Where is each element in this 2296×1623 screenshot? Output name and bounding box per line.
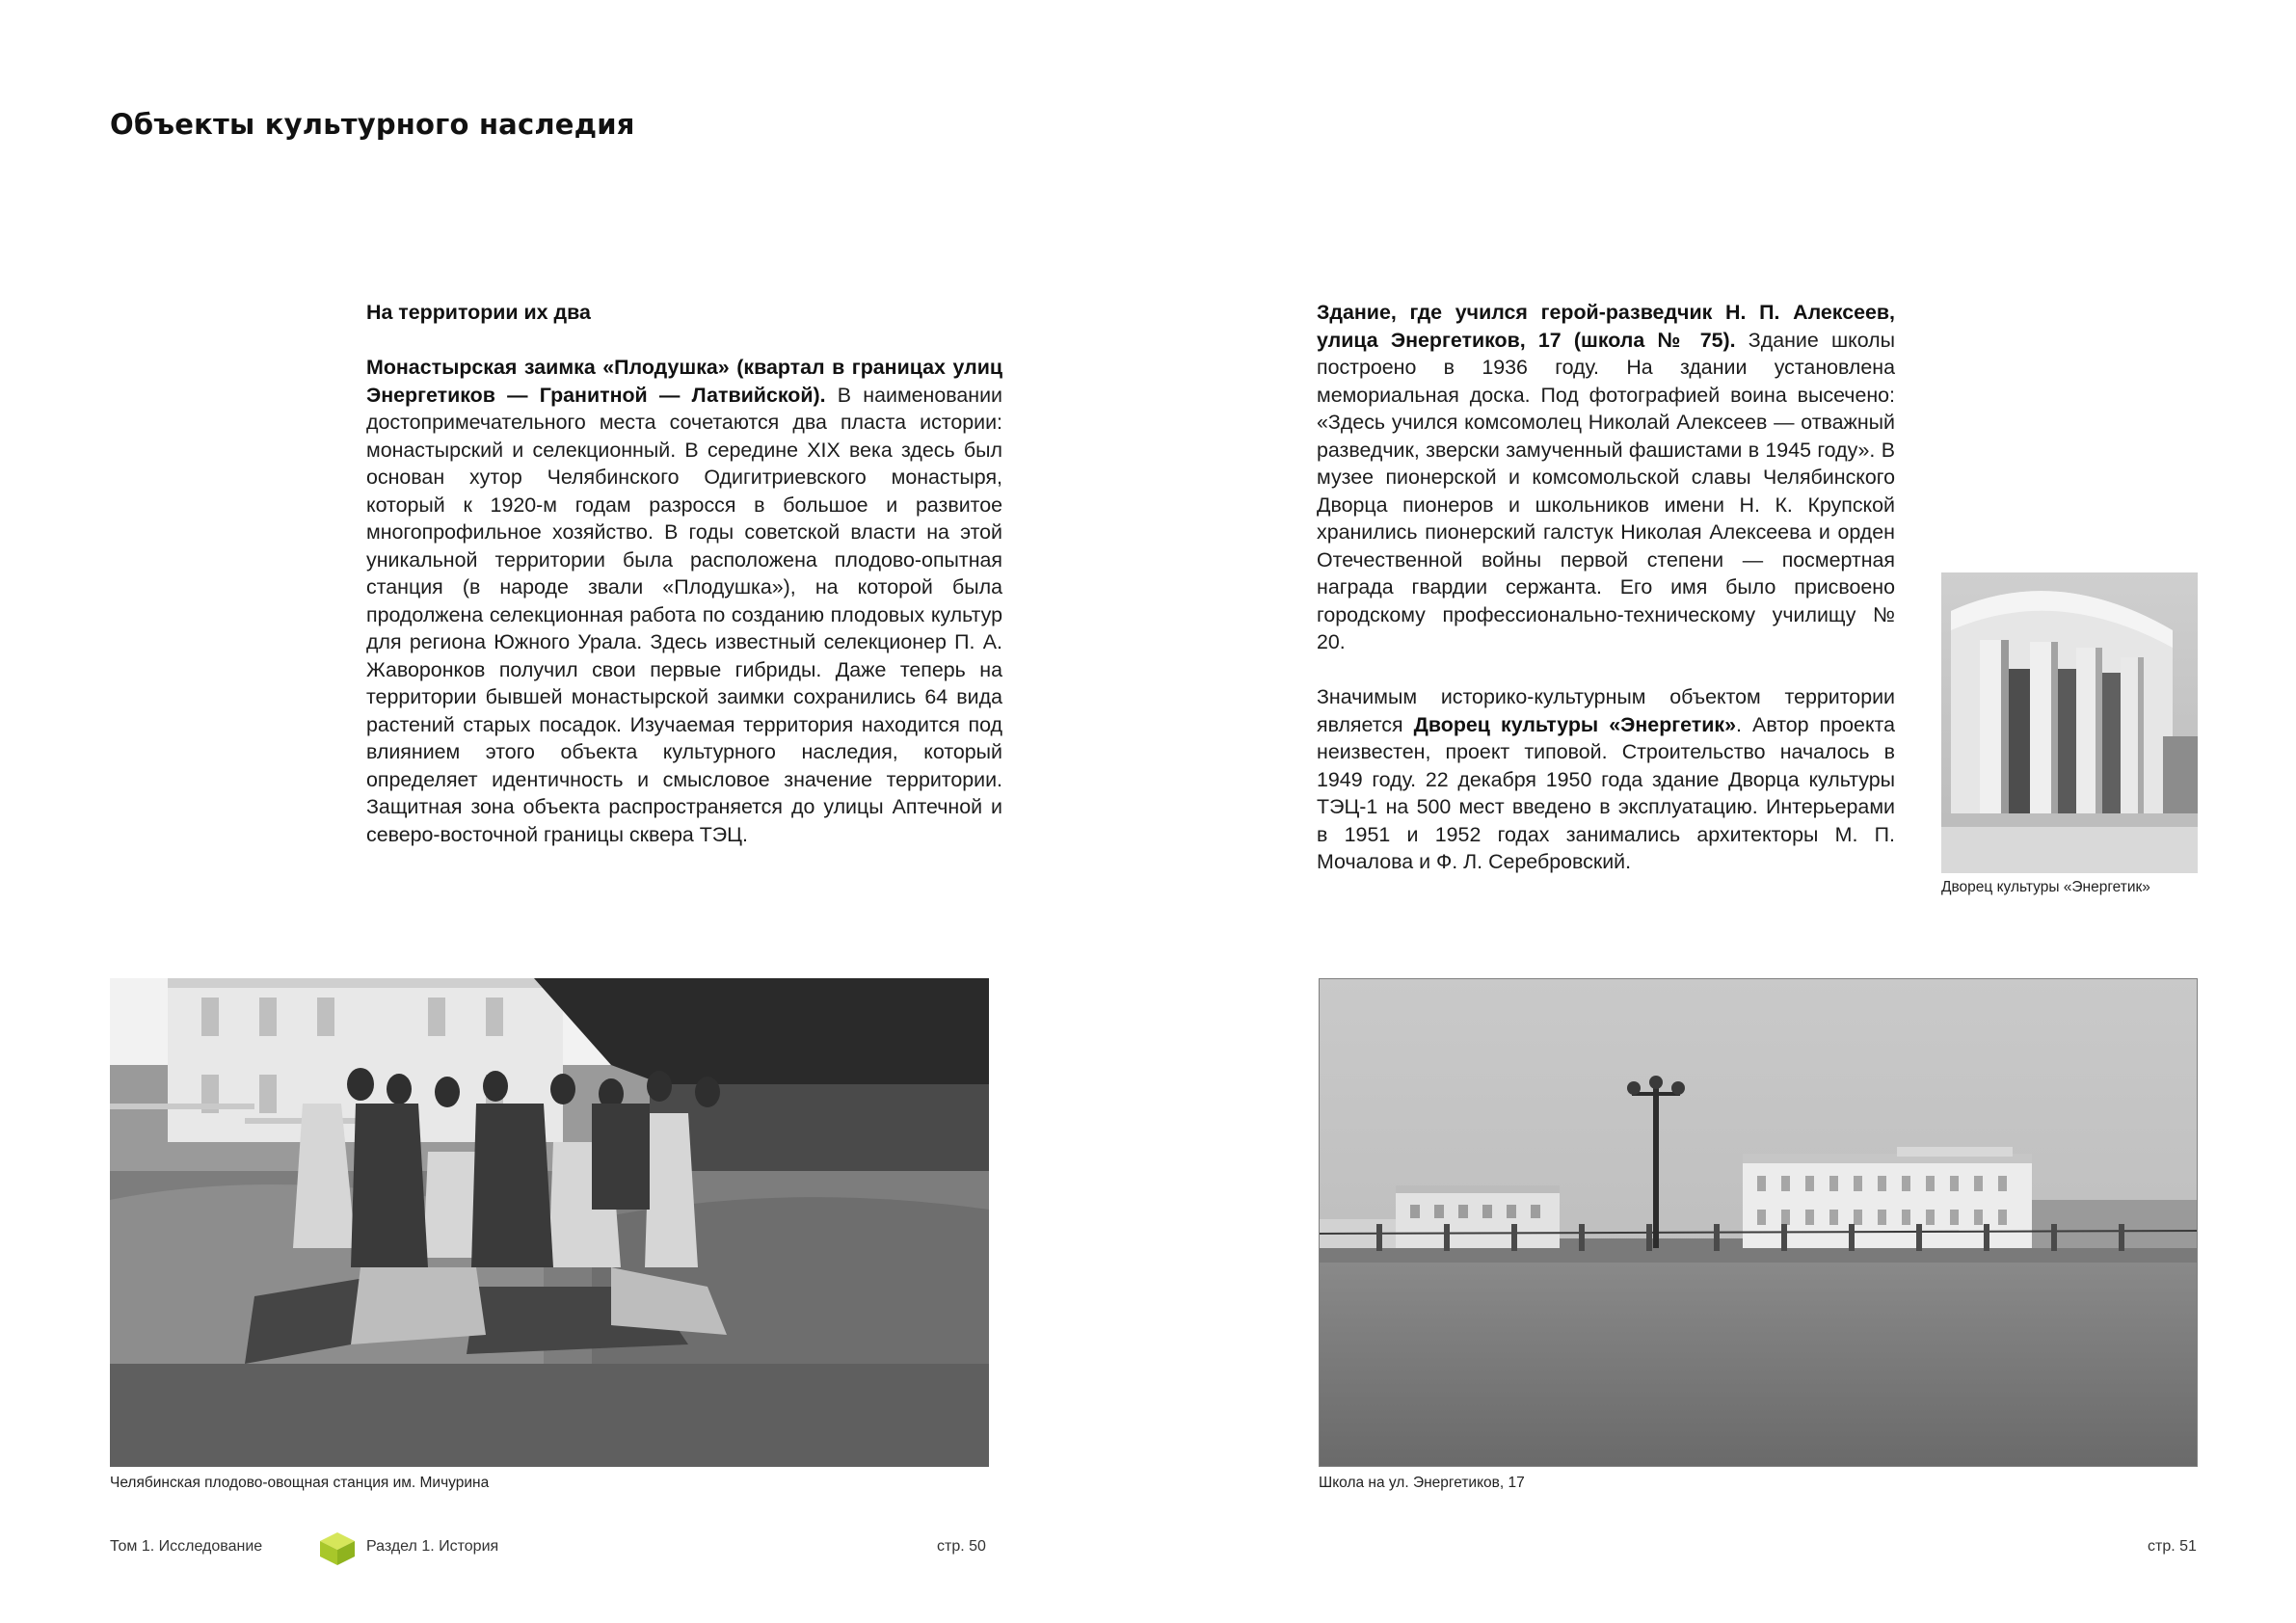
- footer-volume: Том 1. Исследование: [110, 1538, 263, 1555]
- palace-paragraph: Значимым историко-культурным объектом территории является Дворец культуры «Энергетик». Автор проекта неизвестен, проект типовой. Строительство началось в 1949 году. 22 декабря 1950 года здание Дворца культуры ТЭЦ-1 на 500 мест введено в эксплуатацию. Интерьерами в 1951 и 1952 годах занимались архитекторы М. П. Мочалова и Ф. Л. Серебровский.: [1317, 685, 1895, 873]
- plodushka-paragraph: [366, 354, 1002, 848]
- group-photo-caption: Челябинская плодово-овощная станция им. Мичурина: [110, 1475, 490, 1491]
- palace-photo: [1941, 572, 2198, 873]
- school-photo: [1319, 978, 2198, 1467]
- page-title: Объекты культурного наследия: [110, 108, 635, 141]
- plodushka-title: Монастырская заимка «Плодушка» (квартал в границах улиц Энергетиков — Гранитной — Латвийской).: [366, 356, 1002, 407]
- right-text-column: [1317, 299, 1895, 876]
- plodushka-text: В наименовании достопримечательного места сочетаются два пласта истории: монастырский и селекционный. В середине XIX века здесь был основан хутор Челябинского Одигитриевского монастыря, который к 1920-м годам разросся в большое и развитое многопрофильное хозяйство. В годы советской власти на этой уникальной территории была расположена плодово-опытная станция (в народе звали «Плодушка»), на которой была продолжена селекционная работа по созданию плодовых культур для региона Южного Урала. Здесь известный селекционер П. А. Жаворонков получил свои первые гибриды. Даже теперь на территории бывшей монастырской заимки сохранились 64 вида растений старых посадок. Изучаемая территория находится под влиянием этого объекта культурного наследия, который определяет идентичность и смысловое значение территории. Защитная зона объекта распространяется до улицы Аптечной и северо-восточной границы сквера ТЭЦ.: [366, 383, 1002, 846]
- group-photo: [110, 978, 989, 1467]
- palace-name: Дворец культуры «Энергетик»: [1413, 712, 1737, 736]
- cube-logo-icon: [318, 1529, 357, 1567]
- school-paragraph: [1317, 299, 1895, 656]
- footer-page-left: стр. 50: [937, 1538, 986, 1555]
- footer-page-right: стр. 51: [2148, 1538, 2197, 1555]
- section-heading: На территории их два: [366, 301, 591, 324]
- footer-section: Раздел 1. История: [366, 1538, 499, 1555]
- school-title: Здание, где учился герой-разведчик Н. П. Алексеев, улица Энергетиков, 17 (школа № 75).: [1317, 301, 1895, 352]
- school-text: Здание школы построено в 1936 году. На здании установлена мемориальная доска. Под фотографией воина высечено: «Здесь учился комсомолец Николай Алексеев — отважный разведчик, зверски замученный фашистами в 1945 году». В музее пионерской и комсомольской славы Челябинского Дворца пионеров и школьников имени Н. К. Крупской хранились пионерский галстук Николая Алексеева и орден Отечественной войны первой степени — посмертная награда гвардии сержанта. Его имя было присвоено городскому профессионально-техническому училищу № 20.: [1317, 328, 1895, 653]
- school-photo-caption: Школа на ул. Энергетиков, 17: [1319, 1475, 1525, 1491]
- left-text-column: [366, 299, 1002, 848]
- palace-photo-caption: Дворец культуры «Энергетик»: [1941, 879, 2150, 895]
